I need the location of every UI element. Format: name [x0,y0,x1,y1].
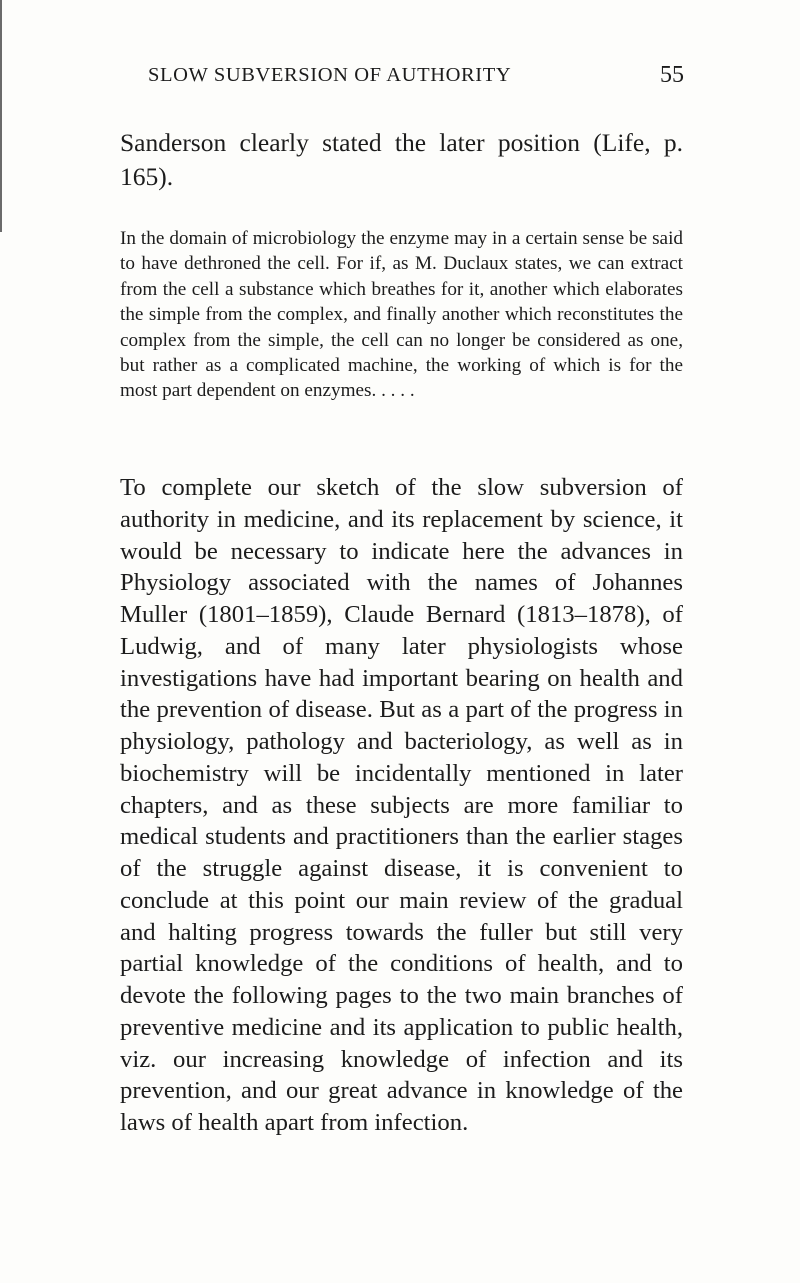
binding-edge-line [0,0,2,232]
intro-paragraph: Sanderson clearly stated the later position (Life, p. 165). [120,128,683,191]
running-title: SLOW SUBVERSION OF AUTHORITY [148,64,512,86]
body-paragraph: To complete our sketch of the slow subversion of authority in medicine, and its replacement by science, it would be necessary to indicate here the advances in Physiology associated with the names of Johannes Muller (1801–1859), Claude Bernard (1813–1878), of Ludwig, and of many later physiologists whose investigations have had important bearing on health and the prevention of disease. But as a part of the progress in physiology, pathology and bacteriology, as well as in biochemistry will be incidentally mentioned in later chapters, and as these subjects are more familiar to medical students and practitioners than the earlier stages of the struggle against disease, it is convenient to conclude at this point our main review of the gradual and halting progress towards the fuller but still very partial knowledge of the conditions of health, and to devote the following pages to the two main branches of preventive medicine and its application to public health, viz. our increasing knowledge of infection and its prevention, and our great advance in knowledge of the laws of health apart from infection. [120,474,683,1136]
running-head [148,59,684,91]
block-quotation: In the domain of microbiology the enzyme may in a certain sense be said to have dethroned the cell. For if, as M. Duclaux states, we can extract from the cell a substance which breathes for it, another which elaborates the simple from the complex, and finally another which reconstitutes the complex from the simple, the cell can no longer be considered as one, but rather as a complicated machine, the working of which is for the most part dependent on enzymes. . . . . [120,228,683,402]
page-number: 55 [660,62,684,88]
